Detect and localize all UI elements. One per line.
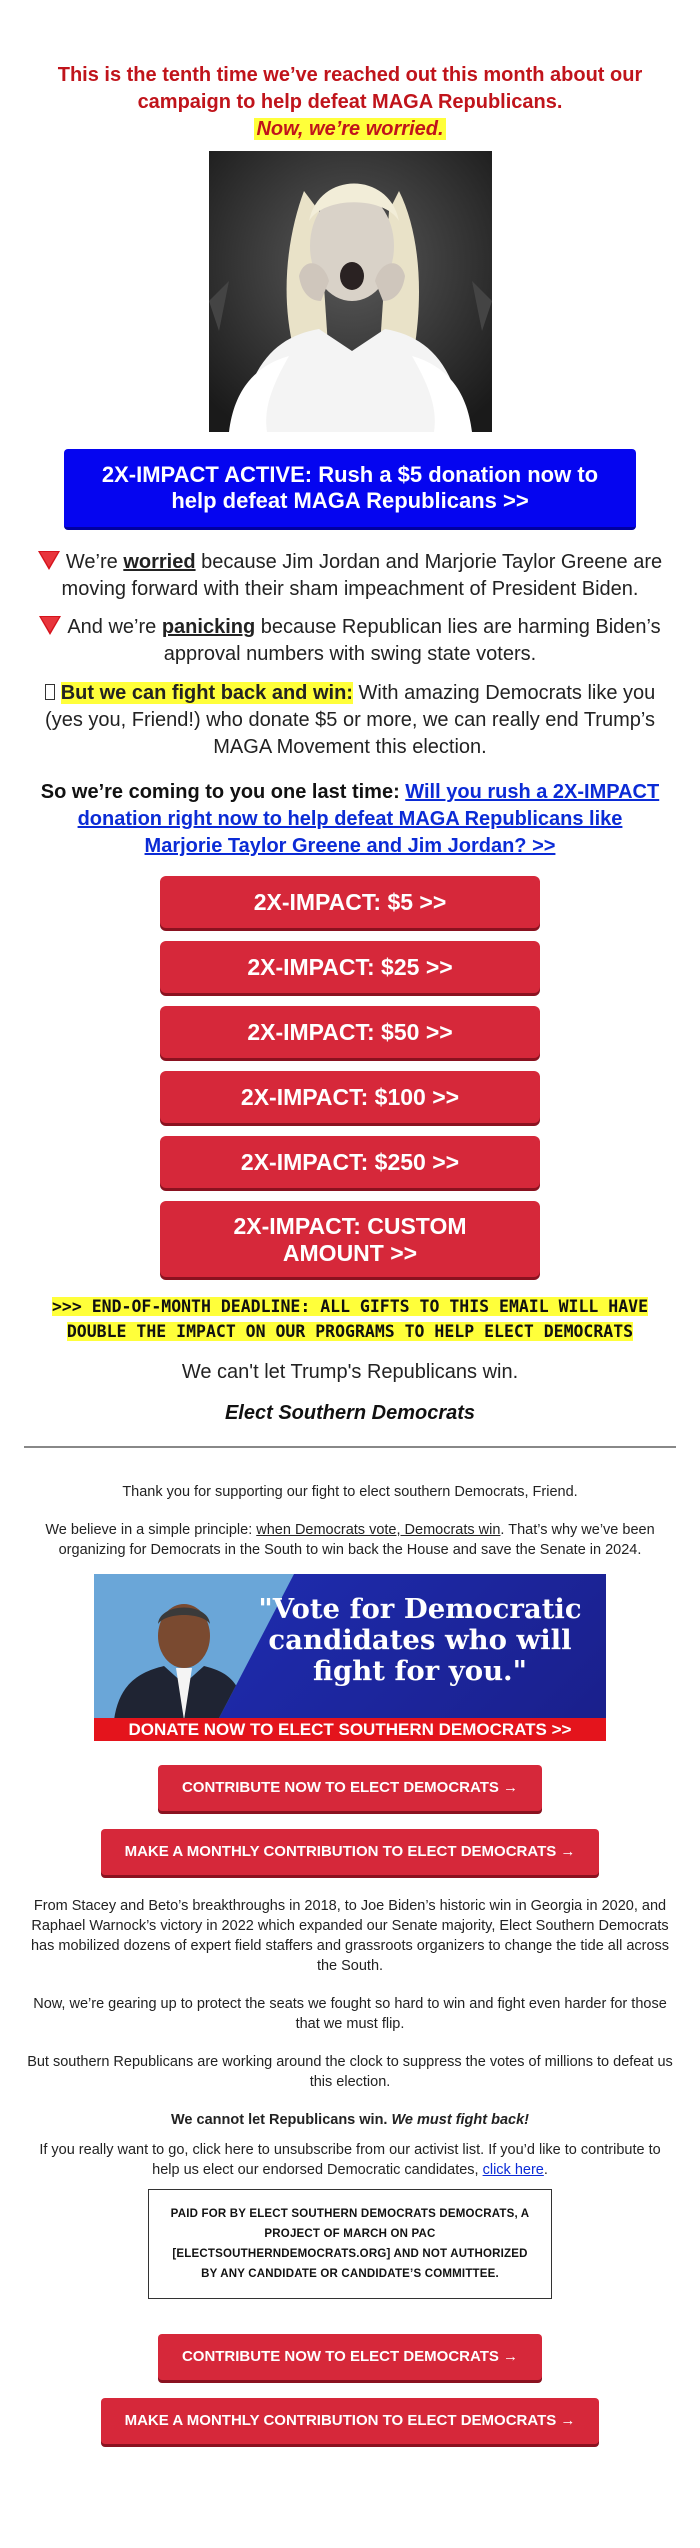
worried-highlight: Now, we’re worried. bbox=[256, 118, 444, 140]
donate-custom-button[interactable]: 2X-IMPACT: CUSTOM AMOUNT >> bbox=[160, 1201, 540, 1277]
principle-text: We believe in a simple principle: when Democrats vote, Democrats win. That’s why we’ve been organizing for Democrats in the South to win back the House and save the Senate in 2024. bbox=[45, 1522, 655, 1558]
cant-let-text: We can't let Trump's Republicans win. bbox=[181, 1361, 519, 1383]
red-down-triangle-icon bbox=[38, 551, 60, 570]
history-text: From Stacey and Beto’s breakthroughs in 2018, to Joe Biden’s historic win in Georgia in 2020, and Raphael Warnock’s victory in 2022 which expanded our Senate majority, Elect Southern Democrats has mobilized dozens of expert field staffers and grassroots organizers to change the tide all across the South. bbox=[30, 1898, 670, 1974]
donate-25-button[interactable]: 2X-IMPACT: $25 >> bbox=[160, 941, 540, 993]
obama-banner[interactable] bbox=[94, 1574, 606, 1741]
donate-5-button[interactable]: 2X-IMPACT: $5 >> bbox=[160, 876, 540, 928]
hero-photo bbox=[209, 151, 492, 432]
paid-for-disclaimer: PAID FOR BY ELECT SOUTHERN DEMOCRATS DEMOCRATS, A PROJECT OF MARCH ON PAC [ELECTSOUTHERNDEMOCRATS.ORG] AND NOT AUTHORIZED BY ANY CANDIDATE OR CANDIDATE’S COMMITTEE. bbox=[148, 2189, 552, 2299]
contribute-link[interactable]: click here bbox=[482, 2162, 544, 2178]
amount-buttons bbox=[0, 876, 700, 1277]
bullet-panicking: And we’re panicking because Republican lies are harming Biden’s approval numbers with swing state voters. bbox=[26, 614, 674, 668]
fight-back-paragraph: But we can fight back and win: With amazing Democrats like you (yes you, Friend!) who donate $5 or more, we can really end Trump’s MAGA Movement this election. bbox=[45, 682, 656, 758]
donate-50-button[interactable]: 2X-IMPACT: $50 >> bbox=[160, 1006, 540, 1058]
divider bbox=[24, 1446, 676, 1448]
contribute-button-bottom[interactable]: CONTRIBUTE NOW TO ELECT DEMOCRATS → bbox=[158, 2334, 542, 2380]
banner-donate-strip: DONATE NOW TO ELECT SOUTHERN DEMOCRATS >> bbox=[94, 1718, 606, 1741]
monthly-contribution-button[interactable]: MAKE A MONTHLY CONTRIBUTION TO ELECT DEMOCRATS → bbox=[101, 1829, 599, 1875]
unsubscribe-text: If you really want to go, click here to unsubscribe from our activist list. If you’d like to contribute to help us elect our endorsed Democratic candidates, click here. bbox=[39, 2142, 661, 2178]
donation-ask: So we’re coming to you one last time: Will you rush a 2X-IMPACT donation right now to help defeat MAGA Republicans like Marjorie Taylor Greene and Jim Jordan? >> bbox=[40, 781, 660, 857]
red-down-triangle-icon bbox=[39, 616, 61, 635]
monthly-contribution-button-bottom[interactable]: MAKE A MONTHLY CONTRIBUTION TO ELECT DEMOCRATS → bbox=[101, 2398, 599, 2444]
hero-donate-button[interactable]: 2X-IMPACT ACTIVE: Rush a $5 donation now to help defeat MAGA Republicans >> bbox=[64, 449, 636, 530]
fight-back-text: We cannot let Republicans win. We must fight back! bbox=[171, 2112, 529, 2128]
gearing-text: Now, we’re gearing up to protect the seats we fought so hard to win and fight even harder for those that we must flip. bbox=[33, 1996, 667, 2032]
donate-100-button[interactable]: 2X-IMPACT: $100 >> bbox=[160, 1071, 540, 1123]
contribute-button[interactable]: CONTRIBUTE NOW TO ELECT DEMOCRATS → bbox=[158, 1765, 542, 1811]
hero-photo-image bbox=[209, 151, 492, 432]
donation-ask-link[interactable]: Will you rush a 2X-IMPACT donation right now to help defeat MAGA Republicans like Marjorie Taylor Greene and Jim Jordan? >> bbox=[77, 781, 660, 857]
suppress-text: But southern Republicans are working around the clock to suppress the votes of millions to defeat us this election. bbox=[27, 2054, 673, 2090]
thanks-text: Thank you for supporting our fight to elect southern Democrats, Friend. bbox=[122, 1484, 578, 1500]
signature: Elect Southern Democrats bbox=[224, 1402, 476, 1424]
banner-quote: "Vote for Democratic candidates who will fight for you." bbox=[258, 1593, 582, 1687]
donate-250-button[interactable]: 2X-IMPACT: $250 >> bbox=[160, 1136, 540, 1188]
deadline-notice: >>> END-OF-MONTH DEADLINE: ALL GIFTS TO THIS EMAIL WILL HAVE DOUBLE THE IMPACT ON OUR PROGRAMS TO HELP ELECT DEMOCRATS bbox=[51, 1297, 649, 1341]
box-glyph-icon bbox=[45, 684, 55, 700]
bullet-worried: We’re worried because Jim Jordan and Marjorie Taylor Greene are moving forward with their sham impeachment of President Biden. bbox=[26, 549, 674, 603]
headline: This is the tenth time we’ve reached out this month about our campaign to help defeat MAGA Republicans. bbox=[57, 64, 643, 113]
